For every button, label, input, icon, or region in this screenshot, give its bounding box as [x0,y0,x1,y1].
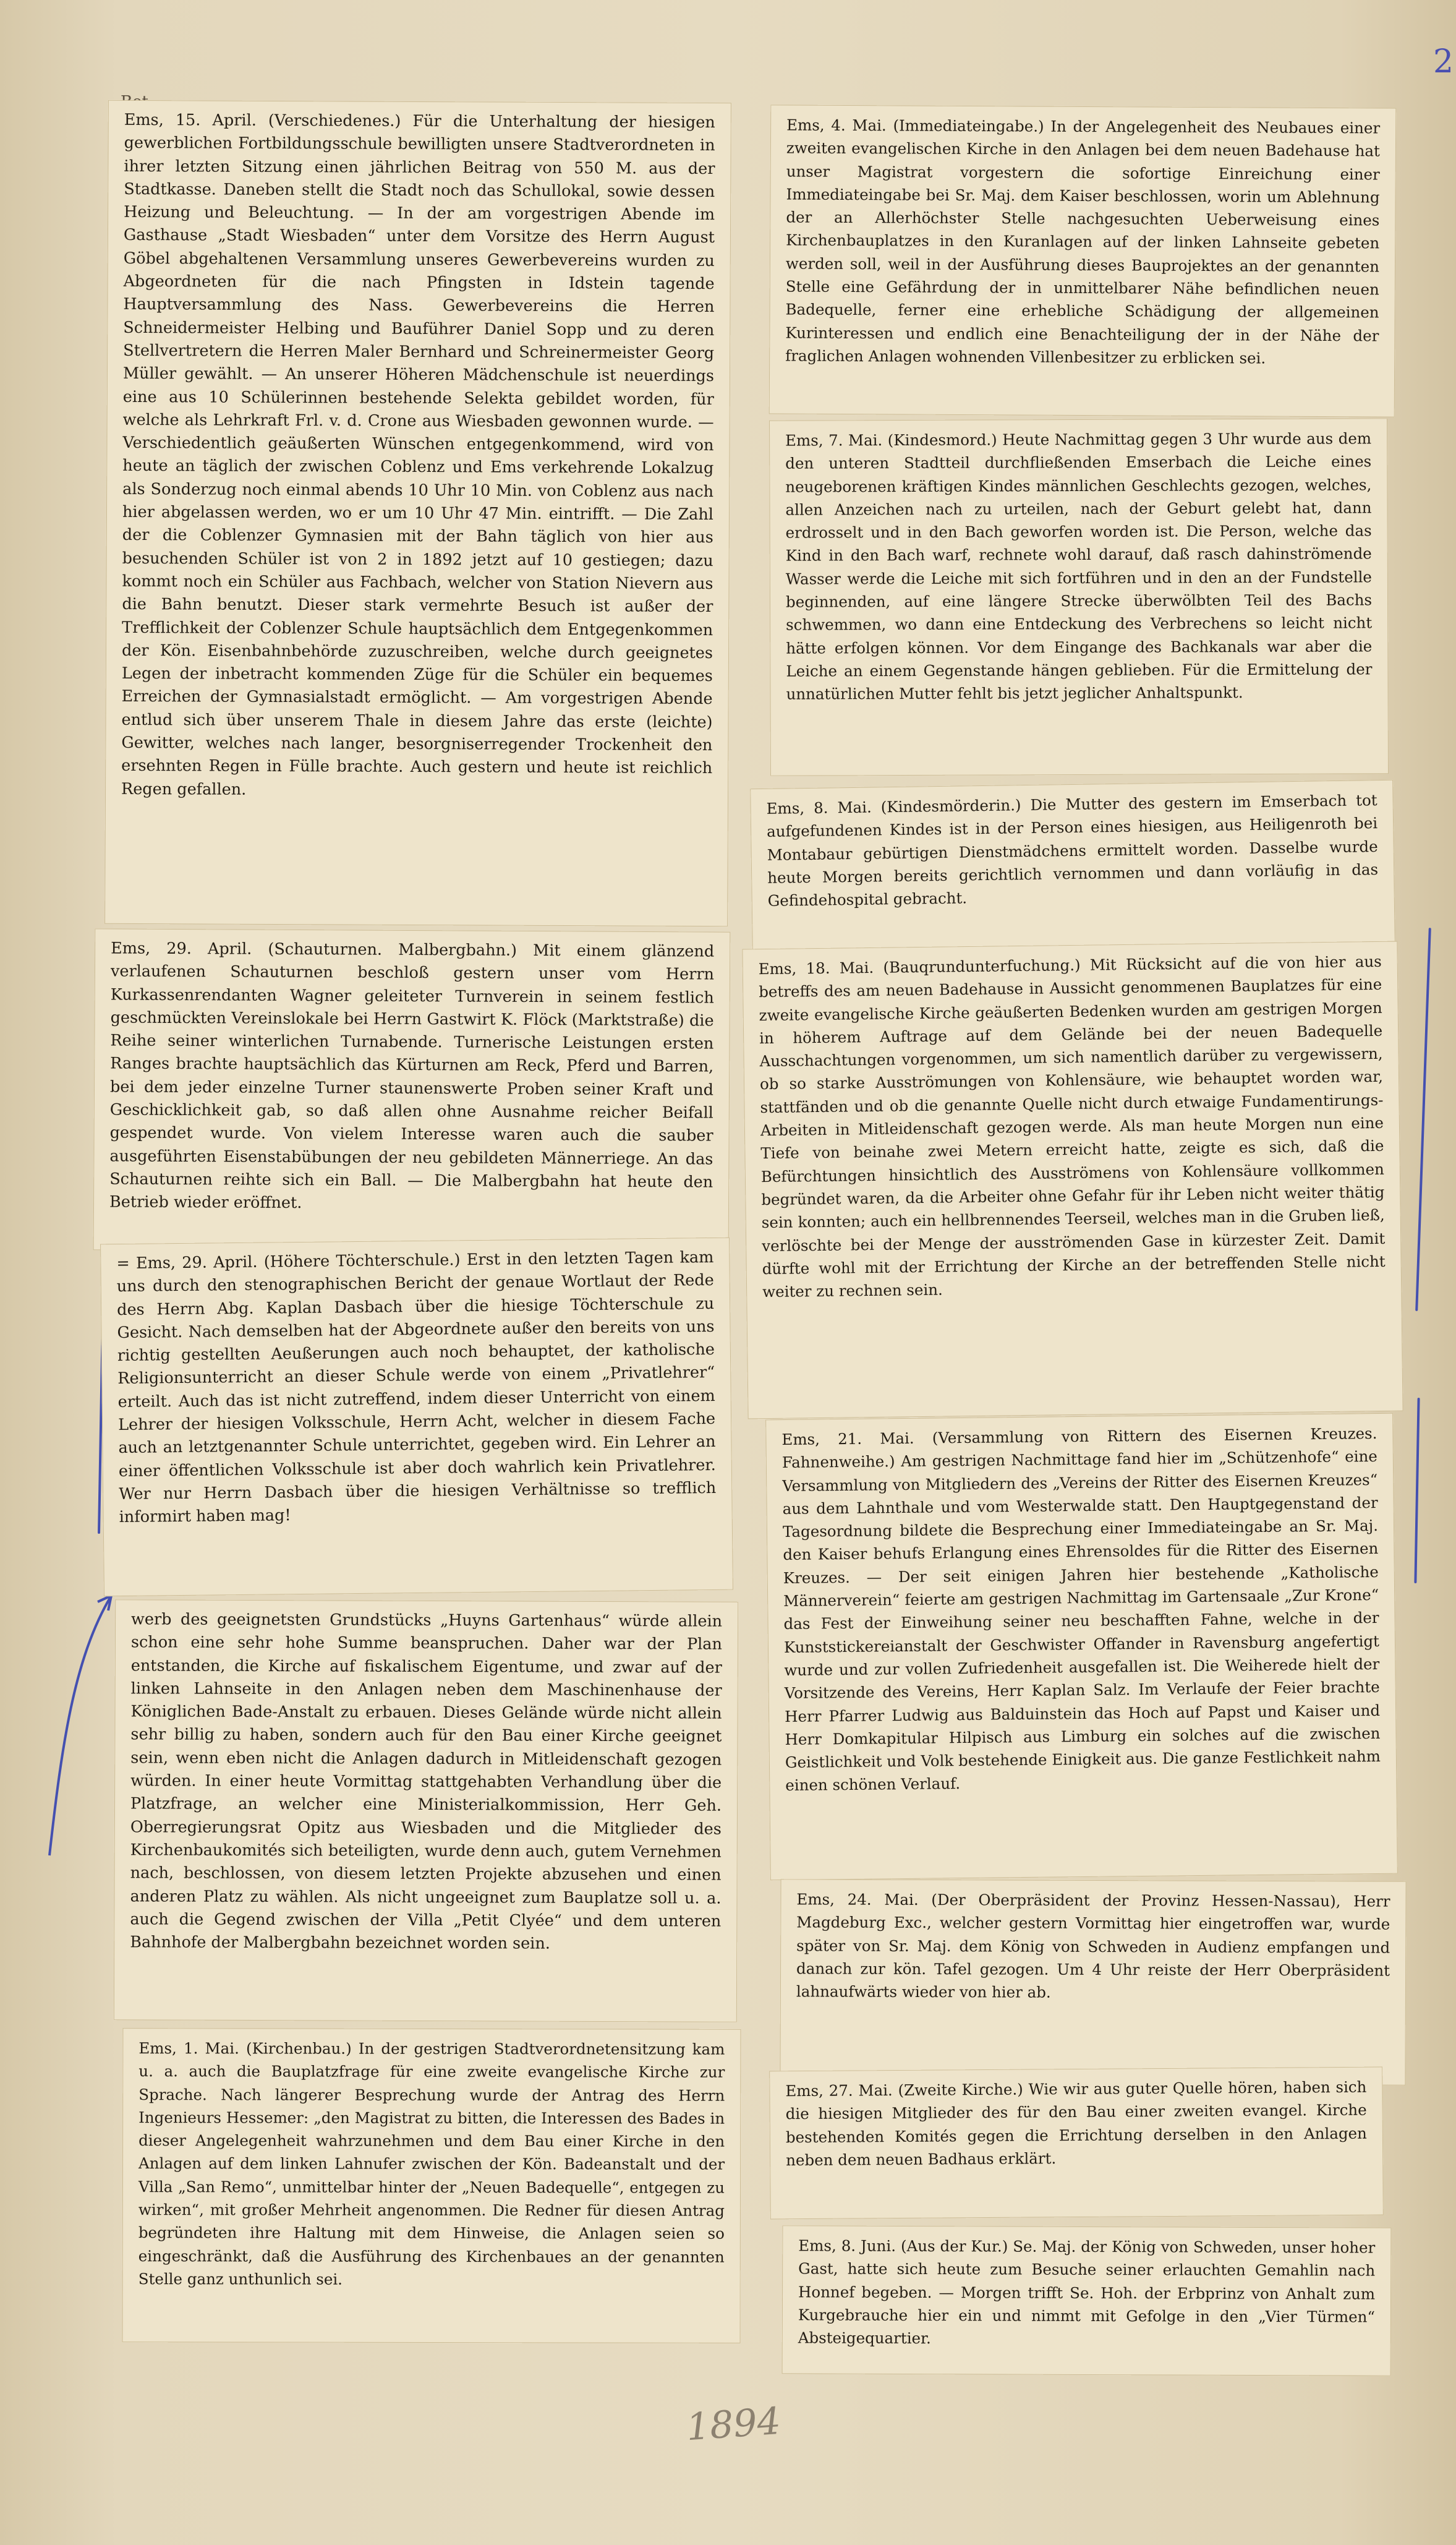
margin-line-2 [1414,1398,1420,1583]
clipping-toechterschule [100,1238,733,1597]
margin-line-1 [1415,928,1431,1311]
clipping-text: Ems, 4. Mai. (Immediateingabe.) In der Angelegenheit des Neubaues einer zweiten evangelischen Kirche in den Anlagen bei dem neuen Badehause hat unser Magistrat vorgestern die sofortige Einreichung einer Immediateingabe bei Sr. Maj. dem Kaiser beschlossen, worin um Ablehnung der an Allerhöchster Stelle nachgesuchten Ueberweisung eines Kirchenbauplatzes in den Kuranlagen auf der linken Lahnseite gebeten werden soll, weil in der Ausführung dieses Bauprojektes an der genannten Stelle eine Gefährdung der in unmittelbarer Nähe befindlichen neuen Badequelle, ferner eine erhebliche Schädigung der allgemeinen Kurinteressen und endlich eine Benachteiligung der in der Nähe der fraglichen Anlagen wohnenden Villenbesitzer zu erblicken sei. [785,116,1381,367]
clipping-text: Ems, 1. Mai. (Kirchenbau.) In der gestrigen Stadtverordnetensitzung kam u. a. auch die Bauplatzfrage für eine zweite evangelische Kirche zur Sprache. Nach längerer Besprechung wurde der Antrag des Herrn Ingenieurs Hessemer: „den Magistrat zu bitten, die Interessen des Bades in dieser Angelegenheit wahrzunehmen und dem Bau einer Kirche in den Anlagen auf dem linken Lahnufer zwischen der Kön. Badeanstalt und der Villa „San Remo“, unmittelbar hinter der „Neuen Badequelle“, entgegen zu wirken“, mit großer Mehrheit angenommen. Die Redner für diesen Antrag begründeten ihre Haltung mit dem Hinweise, die Anlagen seien so eingeschränkt, daß die Ausführung des Kirchenbaues an der genannten Stelle ganz unthunlich sei. [138,2039,725,2288]
clipping-text: Ems, 21. Mai. (Versammlung von Rittern des Eisernen Kreuzes. Fahnenweihe.) Am gestrigen Nachmittage fand hier im „Schützenhofe“ eine Versammlung von Mitgliedern des „Vereins der Ritter des Eisernen Kreuzes“ aus dem Lahnthale und vom Westerwalde statt. Den Hauptgegenstand der Tagesordnung bildete die Besprechung einer Immediateingabe an Sr. Maj. den Kaiser behufs Erlangung eines Ehrensoldes für die Ritter des Eisernen Kreuzes. — Der seit einigen Jahren hier bestehende „Katholische Männerverein“ feierte am gestrigen Nachmittag im Gartensaale „Zur Krone“ das Fest der Einweihung seiner neu beschafften Fahne, welche in der Kunststickereianstalt der Geschwister Offander in Ravensburg angefertigt wurde und zur vollen Zufriedenheit ausgefallen ist. Die Weiherede hielt der Vorsitzende des Vereins, Herr Kaplan Salz. Im Verlaufe der Feier brachte Herr Pfarrer Ludwig aus Balduinstein das Hoch auf Papst und Kaiser und Herr Domkapitular Hilpisch aus Limburg ein solches auf die zwischen Geistlichkeit und Volk bestehende Einigkeit aus. Die ganze Festlichkeit nahm einen schönen Verlauf. [781,1424,1381,1795]
clipping-text: Ems, 24. Mai. (Der Oberpräsident der Provinz Hessen-Nassau), Herr Magdeburg Exc., welcher gestern Vormittag hier eingetroffen war, wurde später von Sr. Maj. dem König von Schweden in Audienz empfangen und danach zur kön. Tafel gezogen. Um 4 Uhr reiste der Herr Oberpräsident lahnaufwärts wieder von hier ab. [796,1890,1390,2001]
clipping-text: werb des geeignetsten Grundstücks „Huyns Gartenhaus“ würde allein schon eine sehr hohe Summe beanspruchen. Daher war der Plan entstanden, die Kirche auf fiskalischem Eigentume, und zwar auf der linken Lahnseite in den Anlagen neben dem Maschinenhause der Königlichen Bade-Anstalt zu erbauen. Dieses Gelände würde nicht allein sehr billig zu haben, sondern auch für den Bau einer Kirche geeignet sein, wenn eben nicht die Anlagen dadurch in Mitleidenschaft gezogen würden. In einer heute Vormittag stattgehabten Verhandlung über die Platzfrage, an welcher eine Ministerialkommission, Herr Geh. Oberregierungsrat Opitz aus Wiesbaden und die Mitglieder des Kirchenbaukomités sich beteiligten, wurde denn auch, gutem Vernehmen nach, beschlossen, von diesem letzten Projekte abzusehen und einen anderen Platz zu wählen. Als nicht ungeeignet zum Bauplatze soll u. a. auch die Gegend zwischen der Villa „Petit Clyée“ und dem unteren Bahnhofe der Malbergbahn bezeichnet worden sein. [130,1610,723,1953]
clipping-kindesmord [769,418,1389,776]
clipping-aus-der-kur [782,2225,1392,2376]
clipping-schauturnen [93,928,731,1253]
corner-mark: 2 [1433,43,1454,80]
clipping-verschiedenes [104,100,731,926]
clipping-kirchenbau [122,2028,741,2343]
clipping-text: Ems, 15. April. (Verschiedenes.) Für die Unterhaltung der hiesigen gewerblichen Fortbildungsschule bewilligten unsere Stadtverordneten in ihrer letzten Sitzung einen jährlichen Beitrag von 550 M. aus der Stadtkasse. Daneben stellt die Stadt noch das Schullokal, sowie dessen Heizung und Beleuchtung. — In der am vorgestrigen Abende im Gasthause „Stadt Wiesbaden“ unter dem Vorsitze des Herrn August Göbel abgehaltenen Versammlung unseres Gewerbevereins wurden zu Abgeordneten für die nach Pfingsten in Idstein tagende Hauptversammlung des Nass. Gewerbevereins die Herren Schneidermeister Helbing und Bauführer Daniel Sopp und zu deren Stellvertretern die Herren Maler Bernhard und Schreinermeister Georg Müller gewählt. — An unserer Höheren Mädchenschule ist neuerdings eine aus 10 Schülerinnen bestehende Selekta gebildet worden, für welche als Lehrkraft Frl. v. d. Crone aus Wiesbaden gewonnen wurde. — Verschiedentlich geäußerten Wünschen entgegenkommend, wird von heute an täglich der zwischen Coblenz und Ems verkehrende Lokalzug als Sonderzug noch einmal abends 10 Uhr 10 Min. von Coblenz aus nach hier abgelassen werden, wo er um 10 Uhr 47 Min. eintrifft. — Die Zahl der die Coblenzer Gymnasien mit der Bahn täglich von hier aus besuchenden Schüler ist von 2 in 1892 jetzt auf 10 gestiegen; dazu kommt noch ein Schüler aus Fachbach, welcher von Station Nievern aus die Bahn benutzt. Dieser stark vermehrte Besuch ist außer der Trefflichkeit der Coblenzer Schule hauptsächlich dem Entgegenkommen der Kön. Eisenbahnbehörde zuzuschreiben, welche durch geeignetes Legen der inbetracht kommenden Züge für die Schüler ein bequemes Erreichen der Gymnasialstadt ermöglicht. — Am vorgestrigen Abende entlud sich über unserem Thale in diesem Jahre das erste (leichte) Gewitter, welches nach langer, besorgniserregender Trockenheit den ersehnten Regen in Fülle brachte. Auch gestern und heute ist reichlich Regen gefallen. [121,110,715,799]
clipping-text: Ems, 18. Mai. (Bauqrundunterfuchung.) Mit Rücksicht auf die von hier aus betreffs des am neuen Badehause in Aussicht genommenen Bauplatzes für eine zweite evangelische Kirche geäußerten Bedenken wurden am gestrigen Morgen in höherem Auftrage auf dem Gelände bei der neuen Badequelle Ausschachtungen vorgenommen, um sich namentlich darüber zu vergewissern, ob so starke Ausströmungen von Kohlensäure, wie behauptet worden war, stattfänden und ob die genannte Quelle nicht durch etwaige Fundamentirungs-Arbeiten in Mitleidenschaft gezogen werde. Als man heute Morgen nun eine Tiefe von beinahe zwei Metern erreicht hatte, zeigte es sich, daß die Befürchtungen hinsichtlich des Ausströmens von Kohlensäure vollkommen begründet waren, da die Arbeiter ohne Gefahr für ihr Leben nicht weiter thätig sein konnten; auch ein hellbrennendes Teerseil, welches man in die Gruben ließ, verlöschte bei der Menge der ausströmenden Gase in kürzester Zeit. Damit dürfte wohl mit der Errichtung der Kirche an der betreffenden Stelle nicht weiter zu rechnen sein. [758,952,1386,1301]
clipping-text: Ems, 27. Mai. (Zweite Kirche.) Wie wir aus guter Quelle hören, haben sich die hiesigen Mitglieder des für den Bau einer zweiten evangel. Kirche bestehenden Komités gegen die Errichtung derselben in den Anlagen neben dem neuen Badhaus erklärt. [785,2077,1367,2170]
clipping-oberpraesident [780,1879,1406,2085]
clipping-text: Ems, 8. Mai. (Kindesmörderin.) Die Mutter des gestern im Emserbach tot aufgefundenen Kindes ist in der Person eines hiesigen, aus Heiligenroth bei Montabaur gebürtigen Dienstmädchens ermittelt worden. Dasselbe wurde heute Morgen bereits gerichtlich vernommen und dann vorläufig in das Gefindehospital gebracht. [766,791,1379,910]
pencil-year-note: 1894 [684,2399,782,2450]
clipping-kindesmoerderin [750,780,1395,952]
clipping-text: Ems, 29. April. (Schauturnen. Malbergbahn.) Mit einem glänzend verlaufenen Schauturnen beschloß gestern unser vom Herrn Kurkassenrendanten Wagner geleiteter Turnverein in seinem festlich geschmückten Vereinslokale bei Herrn Gastwirt K. Flöck (Marktstraße) die Reihe seiner winterlichen Turnabende. Turnerische Leistungen ersten Ranges brachte hauptsächlich das Kürturnen am Reck, Pferd und Barren, bei dem jeder einzelne Turner staunenswerte Proben seiner Kraft und Geschicklichkeit gab, so daß allen ohne Ausnahme reicher Beifall gespendet wurde. Von vielem Interesse waren auch die sauber ausgeführten Eisenstabübungen der neu gebildeten Männerriege. An das Schauturnen reihte sich ein Ball. — Die Malbergbahn hat heute den Betrieb wieder eröffnet. [109,939,715,1213]
margin-arrow-icon [25,1583,117,1868]
clipping-text: Ems, 8. Juni. (Aus der Kur.) Se. Maj. der König von Schweden, unser hoher Gast, hatte sich heute zum Besuche seiner erlauchten Gemahlin nach Honnef begeben. — Morgen trifft Se. Hoh. der Erbprinz von Anhalt zum Kurgebrauche hier ein und nimmt mit Gefolge in den „Vier Türmen“ Absteigequartier. [798,2236,1376,2348]
clipping-immediateingabe [769,105,1397,417]
clipping-text: = Ems, 29. April. (Höhere Töchterschule.) Erst in den letzten Tagen kam uns durch den stenographischen Bericht der genaue Wortlaut der Rede des Herrn Abg. Kaplan Dasbach über die hiesige Töchterschule zu Gesicht. Nach demselben hat der Abgeordnete außer den bereits von uns richtig gestellten Aeußerungen auch noch behauptet, der katholische Religionsunterricht an dieser Schule werde von einem „Privatlehrer“ erteilt. Auch das ist nicht zutreffend, indem dieser Unterricht von einem Lehrer der hiesigen Volksschule, Herrn Acht, welcher in diesem Fache auch an letztgenannter Schule unterrichtet, gegeben wird. Ein Lehrer an einer öffentlichen Volksschule ist aber doch wahrlich kein Privatlehrer. Wer nur Herrn Dasbach über die hiesigen Verhältnisse so trefflich informirt haben mag! [116,1247,717,1527]
clipping-baugrunduntersuchung [742,941,1403,1419]
clipping-eisernes-kreuz [765,1413,1398,1881]
clipping-zweite-kirche [769,2067,1384,2220]
clipping-text: Ems, 7. Mai. (Kindesmord.) Heute Nachmittag gegen 3 Uhr wurde aus dem den unteren Stadtteil durchfließenden Emserbach die Leiche eines neugeborenen kräftigen Kindes männlichen Geschlechts gezogen, welches, allen Anzeichen nach zu urteilen, nach der Geburt gelebt hat, dann erdrosselt und in den Bach geworfen worden ist. Die Person, welche das Kind in den Bach warf, rechnete wohl darauf, daß rasch dahinströmende Wasser werde die Leiche mit sich fortführen und in den an der Fundstelle beginnenden, auf eine längere Strecke überwölbten Teil des Bachs schwemmen, wo dann eine Entdeckung des Verbrechens so leicht nicht hätte erfolgen können. Vor dem Eingange des Bachkanals war aber die Leiche an einem Gegenstande hängen geblieben. Für die Ermittelung der unnatürlichen Mutter fehlt bis jetzt jeglicher Anhaltspunkt. [785,429,1373,703]
clipping-bauplatz [114,1599,738,2022]
